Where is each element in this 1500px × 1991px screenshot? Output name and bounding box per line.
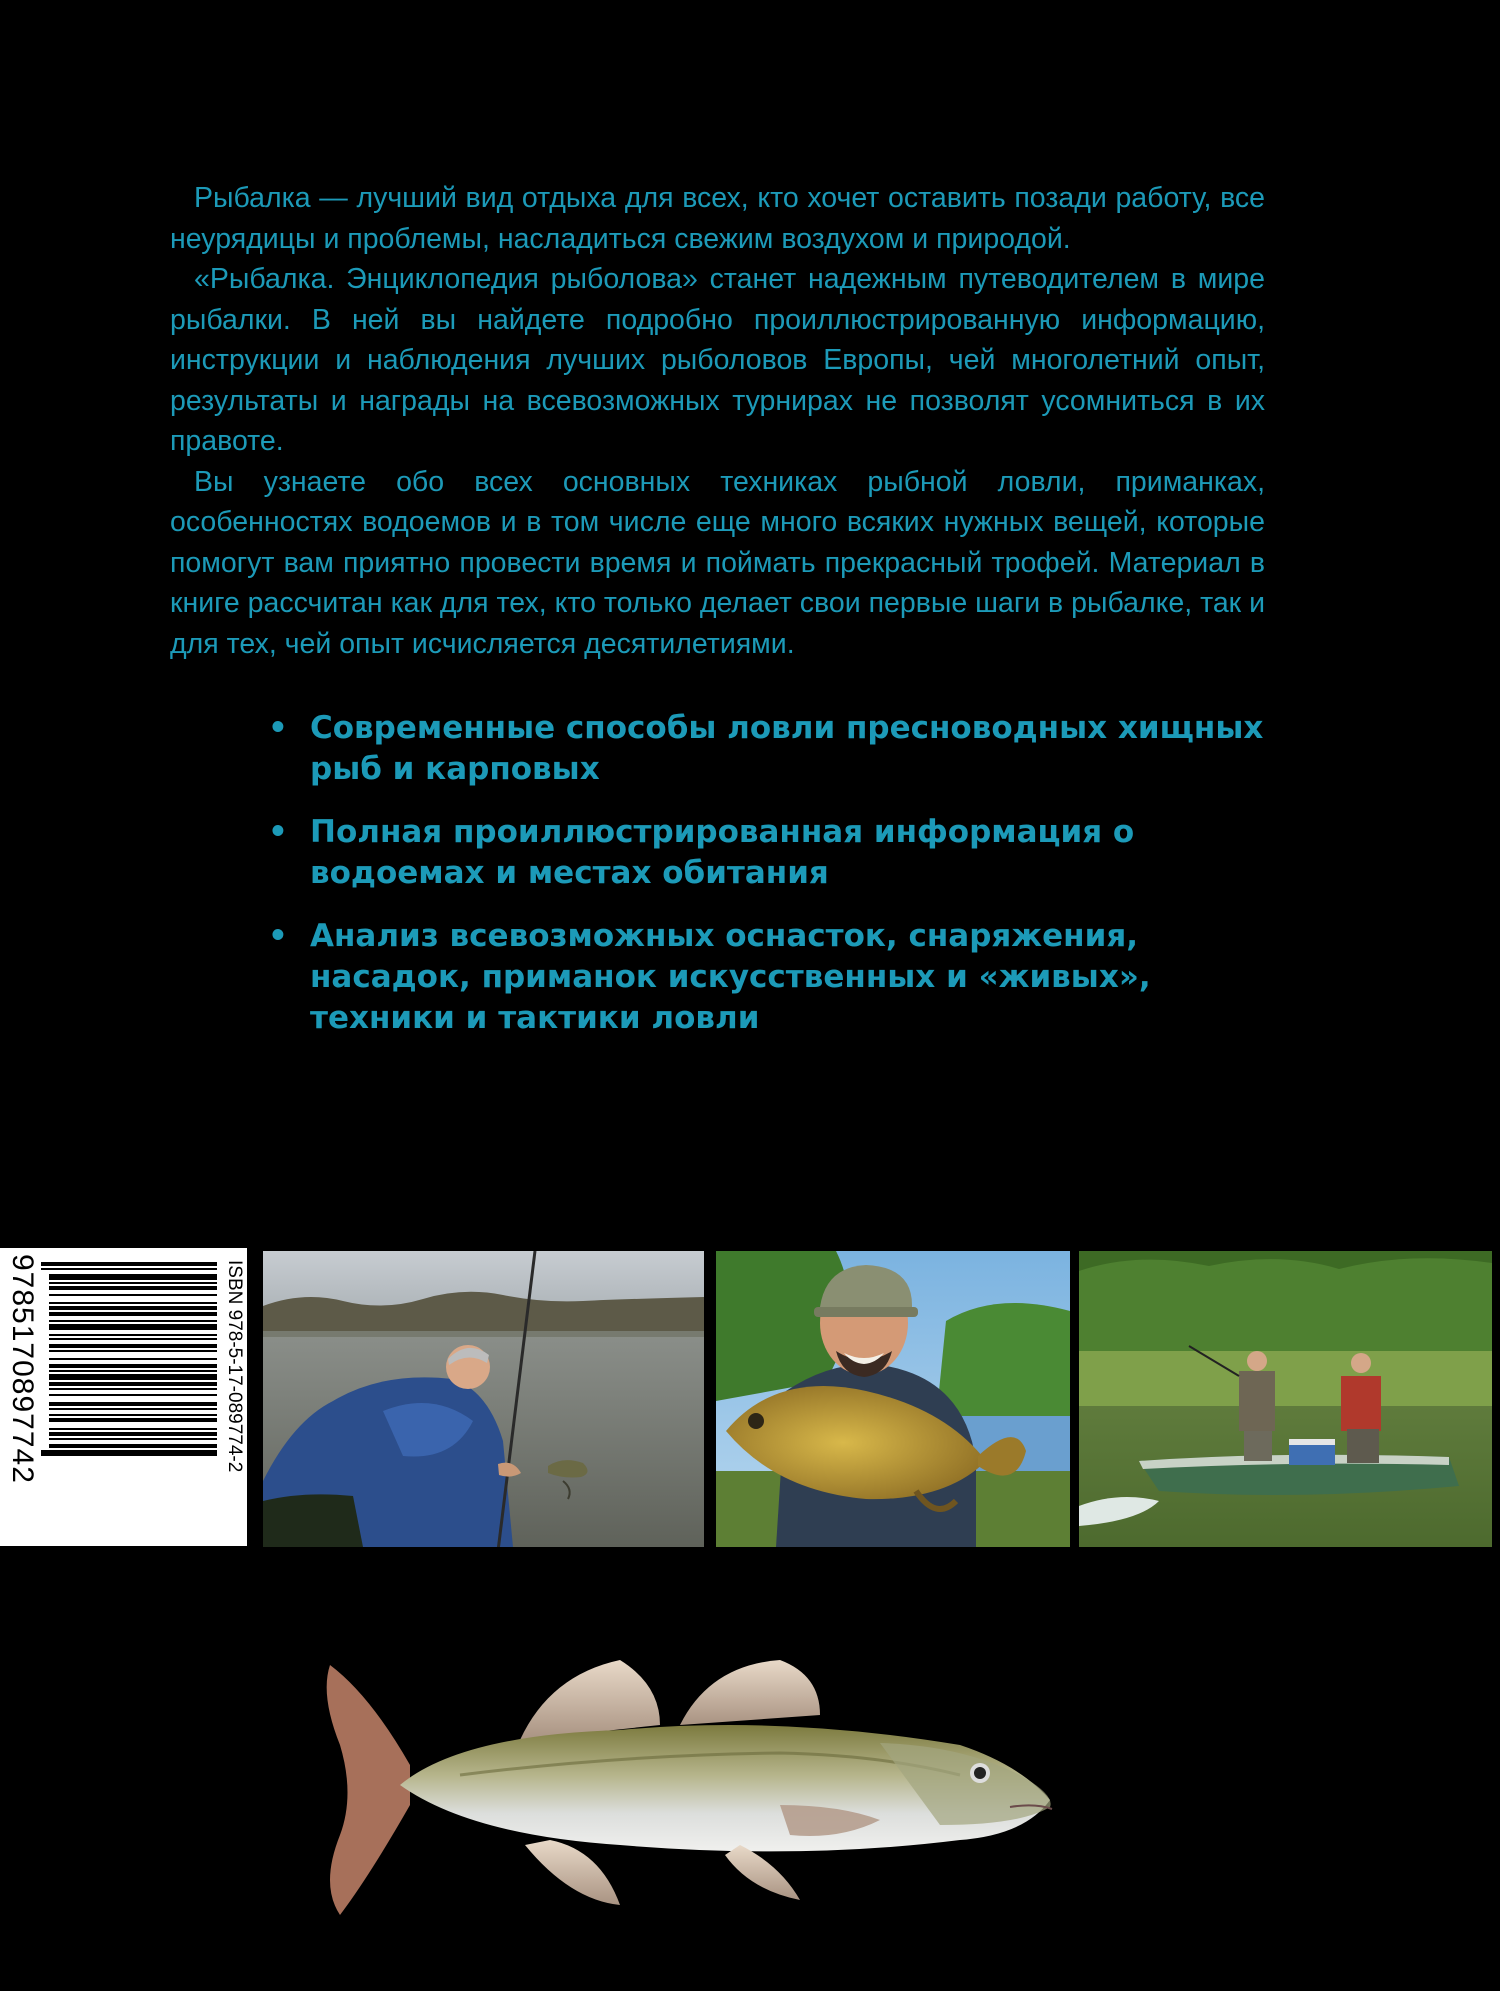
feature-text: Полная проиллюстрированная информация о водоемах и местах обитания bbox=[310, 814, 1135, 891]
angler-lake-image bbox=[263, 1251, 704, 1547]
feature-list bbox=[268, 708, 1268, 1061]
isbn-digits: 9785170897742 bbox=[6, 1254, 39, 1484]
blurb-text bbox=[170, 178, 1265, 664]
photo-man-with-carp bbox=[716, 1251, 1070, 1547]
photo-angler-landing-pike bbox=[263, 1251, 704, 1547]
isbn-barcode-panel bbox=[0, 1248, 247, 1546]
blurb-paragraph-2: «Рыбалка. Энциклопедия рыболова» станет надежным путеводителем в мире рыбалки. В ней вы найдете подробно проиллюстрированную информацию, инструкции и наблюдения лучших рыболовов Европы, чей многолетний опыт, результаты и награды на всевозможных турнирах не позволят усомниться в их правоте. bbox=[170, 263, 1265, 457]
isbn-label: ISBN 978-5-17-089774-2 bbox=[224, 1260, 245, 1473]
blurb-paragraph-3: Вы узнаете обо всех основных техниках рыбной ловли, приманках, особенностях водоемов и в том числе еще много всяких нужных вещей, которые помогут вам приятно провести время и поймать прекрасный трофей. Материал в книге рассчитан как для тех, кто только делает свои первые шаги в рыбалке, так и для тех, чей опыт исчисляется десятилетиями. bbox=[170, 465, 1265, 660]
boat-anglers-image bbox=[1079, 1251, 1492, 1547]
zander-fish-image bbox=[320, 1635, 1110, 1935]
feature-item bbox=[268, 708, 1268, 790]
bullet-marker: • bbox=[268, 918, 288, 954]
feature-item bbox=[268, 812, 1268, 894]
feature-item bbox=[268, 916, 1268, 1039]
feature-text: Современные способы ловли пресноводных хищных рыб и карповых bbox=[310, 710, 1264, 787]
bullet-marker: • bbox=[268, 710, 288, 746]
bullet-marker: • bbox=[268, 814, 288, 850]
isbn-barcode-rotated bbox=[0, 1248, 247, 1546]
blurb-paragraph-1: Рыбалка — лучший вид отдыха для всех, кто хочет оставить позади работу, все неурядицы и проблемы, насладиться свежим воздухом и природой. bbox=[170, 182, 1265, 255]
carp-angler-image bbox=[716, 1251, 1070, 1547]
photo-anglers-in-boat bbox=[1079, 1251, 1492, 1547]
barcode-icon bbox=[41, 1260, 217, 1534]
feature-text: Анализ всевозможных оснасток, снаряжения, насадок, приманок искусственных и «живых», техники и тактики ловли bbox=[310, 918, 1151, 1036]
